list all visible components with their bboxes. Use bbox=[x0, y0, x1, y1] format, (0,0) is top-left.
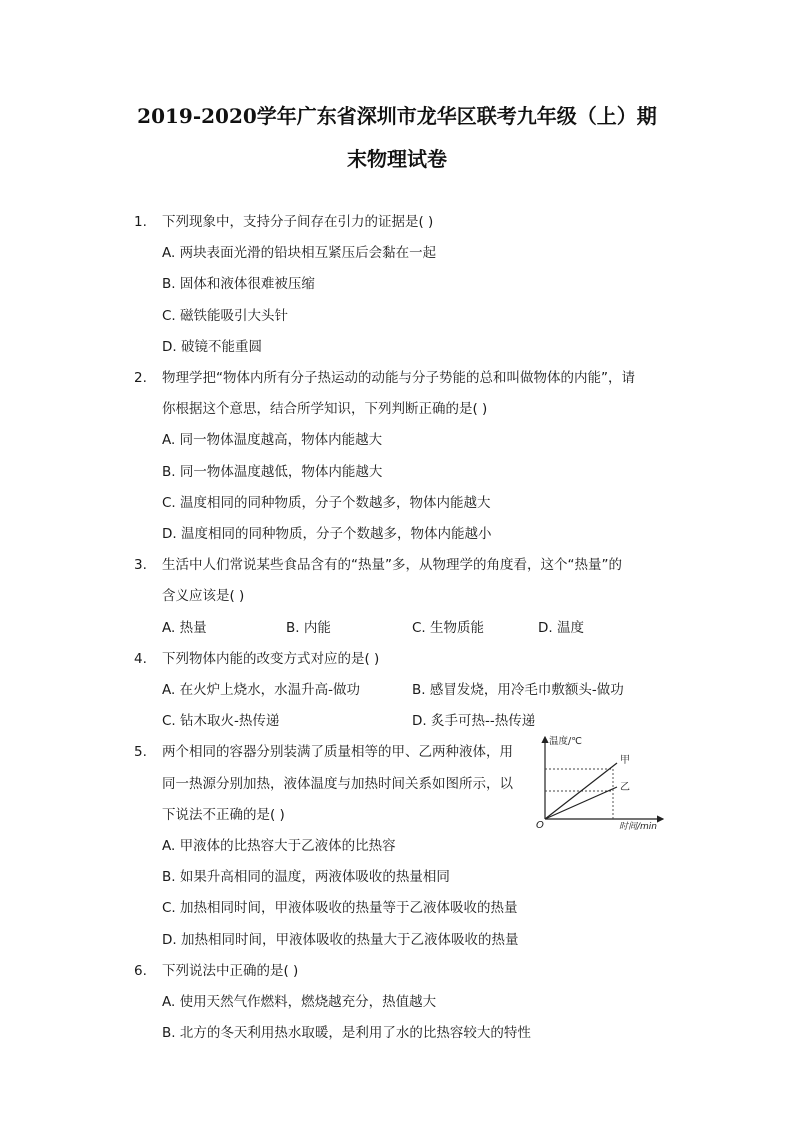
question-6-option-a: A. 使用天然气作燃料，燃烧越充分，热值越大 bbox=[162, 994, 437, 1010]
graph-y-axis-label: 温度/℃ bbox=[549, 736, 582, 747]
question-2-stem-line-1: 物理学把“物体内所有分子热运动的动能与分子势能的总和叫做物体的内能”，请 bbox=[162, 370, 635, 386]
exam-title-line-1: 2019-2020学年广东省深圳市龙华区联考九年级（上）期 bbox=[137, 104, 657, 128]
question-2-number: 2. bbox=[134, 370, 147, 386]
question-5-option-a: A. 甲液体的比热容大于乙液体的比热容 bbox=[162, 838, 396, 854]
question-5-stem-line-1: 两个相同的容器分别装满了质量相等的甲、乙两种液体，用 bbox=[162, 744, 513, 760]
question-5-number: 5. bbox=[134, 744, 147, 760]
question-3-stem-line-2: 含义应该是( ) bbox=[162, 588, 245, 604]
question-2-option-a: A. 同一物体温度越高，物体内能越大 bbox=[162, 432, 383, 448]
question-4-option-a: A. 在火炉上烧水，水温升高-做功 bbox=[162, 682, 360, 698]
question-4-option-b: B. 感冒发烧，用冷毛巾敷额头-做功 bbox=[412, 682, 624, 698]
question-5-stem-line-2: 同一热源分别加热，液体温度与加热时间关系如图所示，以 bbox=[162, 776, 513, 792]
question-5-option-c: C. 加热相同时间，甲液体吸收的热量等于乙液体吸收的热量 bbox=[162, 900, 518, 916]
question-5-stem-line-3: 下说法不正确的是( ) bbox=[162, 807, 285, 823]
graph-origin-label: O bbox=[536, 820, 544, 831]
question-4-option-d: D. 炙手可热--热传递 bbox=[412, 713, 536, 729]
question-2-stem-line-2: 你根据这个意思，结合所学知识，下列判断正确的是( ) bbox=[162, 401, 488, 417]
question-6-number: 6. bbox=[134, 963, 147, 979]
graph-x-axis-label: 时间/min bbox=[619, 822, 658, 832]
question-3-option-d: D. 温度 bbox=[538, 620, 584, 636]
question-1-option-d: D. 破镜不能重圆 bbox=[162, 339, 262, 355]
graph-label-jia: 甲 bbox=[620, 755, 630, 766]
question-4-stem: 下列物体内能的改变方式对应的是( ) bbox=[162, 651, 380, 667]
graph-line-yi bbox=[545, 787, 617, 819]
question-3-stem-line-1: 生活中人们常说某些食品含有的“热量”多，从物理学的角度看，这个“热量”的 bbox=[162, 557, 622, 573]
question-4-option-c: C. 钻木取火-热传递 bbox=[162, 713, 280, 729]
question-1-option-a: A. 两块表面光滑的铅块相互紧压后会黏在一起 bbox=[162, 245, 437, 261]
question-1-option-c: C. 磁铁能吸引大头针 bbox=[162, 308, 289, 324]
question-3-number: 3. bbox=[134, 557, 147, 573]
question-2-option-d: D. 温度相同的同种物质，分子个数越多，物体内能越小 bbox=[162, 526, 492, 542]
question-1-option-b: B. 固体和液体很难被压缩 bbox=[162, 276, 315, 292]
question-2-option-c: C. 温度相同的同种物质，分子个数越多，物体内能越大 bbox=[162, 495, 491, 511]
question-1-stem: 下列现象中，支持分子间存在引力的证据是( ) bbox=[162, 214, 434, 230]
question-1-number: 1. bbox=[134, 214, 147, 230]
question-3-option-b: B. 内能 bbox=[286, 620, 331, 636]
question-3-option-a: A. 热量 bbox=[162, 620, 207, 636]
temperature-time-graph bbox=[533, 733, 665, 833]
graph-label-yi: 乙 bbox=[620, 782, 630, 793]
question-2-option-b: B. 同一物体温度越低，物体内能越大 bbox=[162, 464, 383, 480]
question-6-option-b: B. 北方的冬天利用热水取暖，是利用了水的比热容较大的特性 bbox=[162, 1025, 531, 1041]
question-4-number: 4. bbox=[134, 651, 147, 667]
question-5-option-b: B. 如果升高相同的温度，两液体吸收的热量相同 bbox=[162, 869, 450, 885]
question-3-option-c: C. 生物质能 bbox=[412, 620, 485, 636]
question-6-stem: 下列说法中正确的是( ) bbox=[162, 963, 299, 979]
question-5-option-d: D. 加热相同时间，甲液体吸收的热量大于乙液体吸收的热量 bbox=[162, 932, 519, 948]
exam-title-line-2: 末物理试卷 bbox=[347, 147, 447, 171]
